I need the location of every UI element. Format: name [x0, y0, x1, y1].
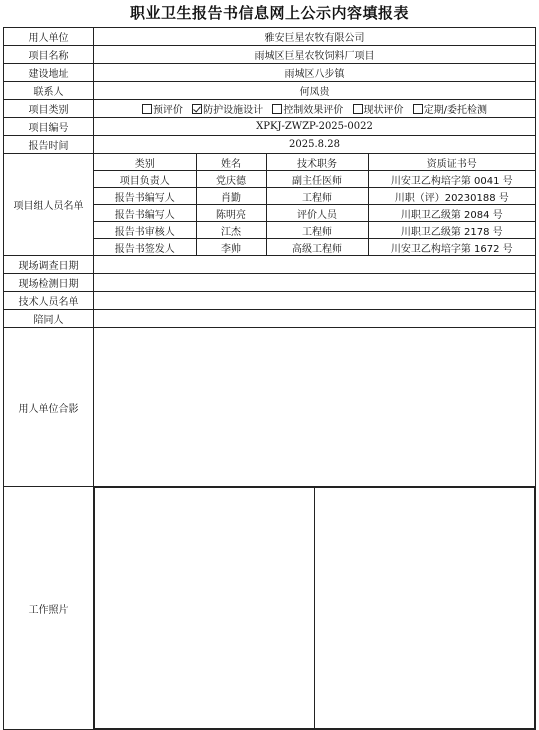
table-row: [94, 171, 535, 188]
team-cert: 川职（评）20230188 号: [368, 188, 535, 205]
team-header-row: [94, 154, 535, 171]
team-role: 报告书编写人: [94, 188, 196, 205]
team-label: 项目组人员名单: [4, 154, 94, 256]
project-no-value: XPKJ-ZWZP-2025-0022: [94, 118, 536, 136]
team-name: 党庆德: [196, 171, 266, 188]
checkbox-icon[interactable]: [413, 104, 423, 114]
team-name: 肖勤: [196, 188, 266, 205]
team-role: 项目负责人: [94, 171, 196, 188]
team-table: [94, 154, 535, 255]
table-row: [94, 205, 535, 222]
team-name: 李帅: [196, 239, 266, 256]
team-cert: 川安卫乙构培字第 0041 号: [368, 171, 535, 188]
category-option-protection-design[interactable]: 防护设施设计: [192, 105, 263, 116]
checkbox-checked-icon[interactable]: [192, 104, 202, 114]
team-title: 高级工程师: [266, 239, 368, 256]
team-role: 报告书编写人: [94, 205, 196, 222]
group-photo-area: [94, 328, 536, 487]
table-row: [94, 239, 535, 256]
checkbox-icon[interactable]: [353, 104, 363, 114]
report-time-value: 2025.8.28: [94, 136, 536, 154]
test-date-value: [94, 274, 536, 292]
team-cert: 川职卫乙级第 2084 号: [368, 205, 535, 222]
test-date-label: 现场检测日期: [4, 274, 94, 292]
project-name-value: 雨城区巨星农牧饲料厂项目: [94, 46, 536, 64]
survey-date-value: [94, 256, 536, 274]
tech-staff-label: 技术人员名单: [4, 292, 94, 310]
team-cert: 川职卫乙级第 2178 号: [368, 222, 535, 239]
contact-value: 何凤贵: [94, 82, 536, 100]
team-role: 报告书签发人: [94, 239, 196, 256]
work-photo-slot-right: [315, 488, 535, 729]
address-label: 建设地址: [4, 64, 94, 82]
work-photos-area: [94, 487, 536, 730]
contact-label: 联系人: [4, 82, 94, 100]
checkbox-icon[interactable]: [272, 104, 282, 114]
team-header-cert: 资质证书号: [368, 154, 535, 171]
work-photos-label: 工作照片: [4, 487, 94, 730]
checkbox-icon[interactable]: [142, 104, 152, 114]
category-option-pre-evaluation[interactable]: 预评价: [142, 105, 183, 116]
team-header-category: 类别: [94, 154, 196, 171]
accompany-value: [94, 310, 536, 328]
category-option-status-evaluation[interactable]: 现状评价: [353, 105, 404, 116]
project-name-label: 项目名称: [4, 46, 94, 64]
category-option-periodic-testing[interactable]: 定期/委托检测: [413, 105, 487, 116]
team-header-name: 姓名: [196, 154, 266, 171]
address-value: 雨城区八步镇: [94, 64, 536, 82]
team-title: 副主任医师: [266, 171, 368, 188]
team-name: 陈明亮: [196, 205, 266, 222]
category-checkboxes: [94, 100, 536, 118]
table-row: [94, 222, 535, 239]
table-row: [94, 188, 535, 205]
tech-staff-value: [94, 292, 536, 310]
report-form-table: [3, 27, 536, 730]
team-cert: 川安卫乙构培字第 1672 号: [368, 239, 535, 256]
form-title: 职业卫生报告书信息网上公示内容填报表: [129, 4, 409, 22]
work-photo-slot-left: [95, 488, 315, 729]
employer-label: 用人单位: [4, 28, 94, 46]
employer-value: 雅安巨星农牧有限公司: [94, 28, 536, 46]
work-photos-grid: [94, 487, 535, 729]
team-role: 报告书审核人: [94, 222, 196, 239]
team-title: 工程师: [266, 222, 368, 239]
team-cell: [94, 154, 536, 256]
category-option-control-evaluation[interactable]: 控制效果评价: [272, 105, 343, 116]
team-header-title: 技术职务: [266, 154, 368, 171]
team-title: 工程师: [266, 188, 368, 205]
category-label: 项目类别: [4, 100, 94, 118]
report-time-label: 报告时间: [4, 136, 94, 154]
team-title: 评价人员: [266, 205, 368, 222]
project-no-label: 项目编号: [4, 118, 94, 136]
group-photo-label: 用人单位合影: [4, 328, 94, 487]
survey-date-label: 现场调查日期: [4, 256, 94, 274]
team-name: 江杰: [196, 222, 266, 239]
accompany-label: 陪同人: [4, 310, 94, 328]
